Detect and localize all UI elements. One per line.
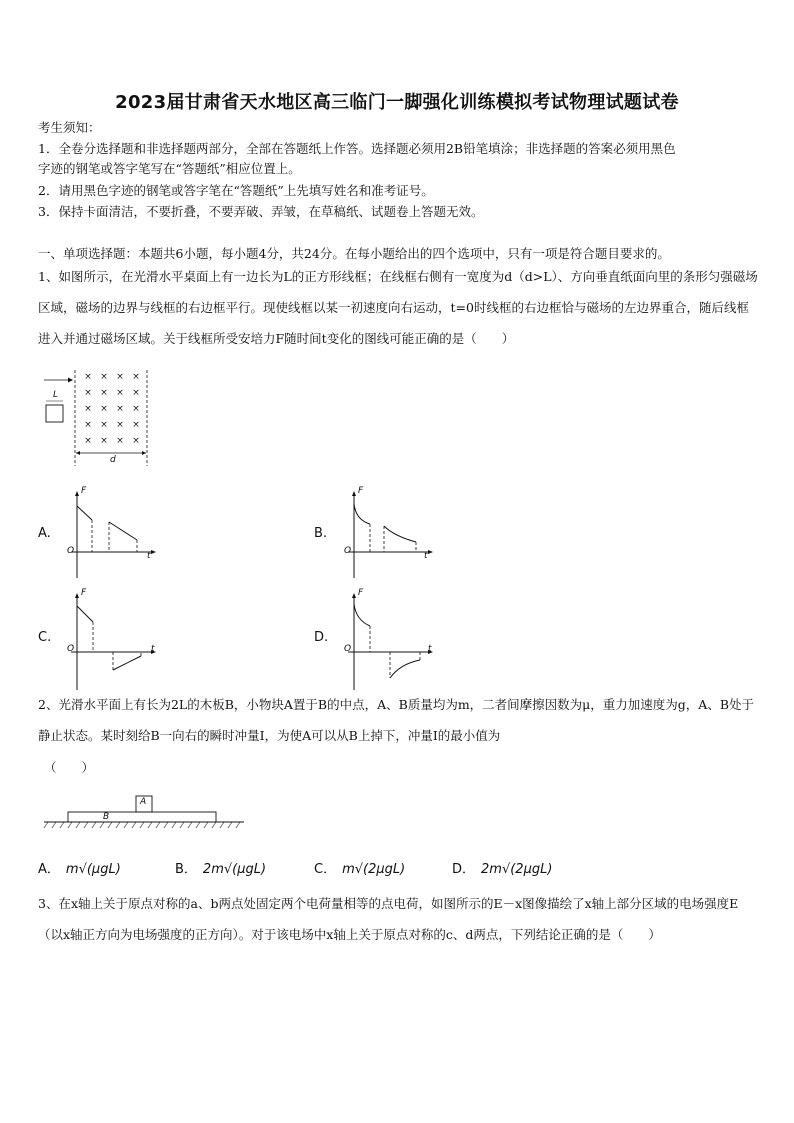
q1-c-axis-t: t (151, 644, 155, 654)
notice-item-3: 3．保持卡面清洁，不要折叠，不要弄破、弄皱，在草稿纸、试题卷上答题无效。 (38, 204, 484, 219)
q2-option-a-letter: A． (38, 862, 60, 877)
section-heading: 一、单项选择题：本题共6小题，每小题4分，共24分。在每小题给出的四个选项中，只有一项是符合题目要求的。 (38, 246, 670, 261)
q1-option-c-label[interactable]: C. (38, 630, 52, 645)
q2-option-d[interactable] (452, 858, 552, 877)
q1-a-origin: O (67, 546, 75, 556)
q1-b-axis-f: F (358, 486, 364, 496)
svg-text:×: × (132, 372, 140, 382)
q1-option-d-label[interactable]: D. (314, 630, 329, 645)
svg-text:×: × (84, 420, 92, 430)
notice-item-2: 2．请用黑色字迹的钢笔或答字笔在“答题纸”上先填写姓名和准考证号。 (38, 183, 434, 198)
svg-text:×: × (84, 404, 92, 414)
q1-a-axis-f: F (81, 486, 87, 496)
svg-text:×: × (132, 436, 140, 446)
svg-text:×: × (100, 372, 108, 382)
q2-option-b-expr: 2m√(μgL) (202, 862, 267, 877)
q1-d-origin: O (344, 644, 352, 654)
q1-graph-b[interactable] (342, 490, 437, 580)
q1-c-axis-f: F (81, 588, 87, 598)
notice-item-1: 1．全卷分选择题和非选择题两部分，全部在答题纸上作答。选择题必须用2B铅笔填涂；非选择题的答案必须用黑色 (38, 141, 676, 156)
q2-option-c[interactable] (314, 858, 405, 877)
svg-text:×: × (116, 404, 124, 414)
question-2-text: 2、光滑水平面上有长为2L的木板B，小物块A置于B的中点，A、B质量均为m，二者间摩擦因数为μ，重力加速度为g，A、B处于静止状态。某时刻给B一向右的瞬时冲量I，为使A可以从B上掉下，冲量I的最小值为 (38, 697, 755, 743)
q1-graph-d[interactable] (342, 592, 437, 692)
q1-d-axis-t: t (428, 644, 432, 654)
svg-text:×: × (100, 404, 108, 414)
q1-b-origin: O (344, 546, 352, 556)
svg-text:×: × (84, 436, 92, 446)
q1-graph-a[interactable] (65, 490, 160, 580)
q1-label-L: L (53, 390, 59, 400)
q1-field-diagram (38, 368, 158, 473)
page-title: 2023届甘肃省天水地区高三临门一脚强化训练模拟考试物理试题试卷 (115, 92, 679, 113)
q1-a-axis-t: t (147, 551, 151, 561)
q1-graph-c[interactable] (65, 592, 160, 692)
svg-text:×: × (132, 420, 140, 430)
q2-option-a-expr: m√(μgL) (65, 862, 121, 877)
notice-item-1-cont: 字迹的钢笔或答字笔写在“答题纸”相应位置上。 (38, 161, 301, 176)
q1-option-b-label[interactable]: B. (314, 526, 328, 541)
notice-heading: 考生须知： (38, 120, 101, 135)
question-1-text: 1、如图所示，在光滑水平桌面上有一边长为L的正方形线框；在线框右侧有一宽度为d（d>L）、方向垂直纸面向里的条形匀强磁场区域，磁场的边界与线框的右边框平行。现使线框以某一初速度向右运动，t=0时线框的右边框恰与磁场的左边界重合，随后线框进入并通过磁场区域。关于线框所受安培力F随时间t变化的图线可能正确的是（ ） (38, 269, 758, 346)
q2-option-d-letter: D． (452, 862, 476, 877)
q1-option-a-label[interactable]: A. (38, 526, 51, 541)
question-2-blank: （ ） (44, 760, 95, 775)
q2-option-b-letter: B． (175, 862, 197, 877)
q2-option-d-expr: 2m√(2μgL) (481, 862, 553, 877)
q2-option-a[interactable] (38, 858, 121, 877)
svg-text:×: × (100, 436, 108, 446)
q2-option-c-letter: C． (314, 862, 337, 877)
svg-text:×: × (84, 388, 92, 398)
svg-text:×: × (116, 436, 124, 446)
q2-option-c-expr: m√(2μgL) (342, 862, 406, 877)
q1-b-axis-t: t (424, 551, 428, 561)
svg-text:×: × (84, 372, 92, 382)
question-3-text: 3、在x轴上关于原点对称的a、b两点处固定两个电荷量相等的点电荷，如图所示的E－x图像描绘了x轴上部分区域的电场强度E（以x轴正方向为电场强度的正方向）。对于该电场中x轴上关于原点对称的c、d两点，下列结论正确的是（ ） (38, 896, 739, 942)
q2-option-b[interactable] (175, 858, 266, 877)
svg-text:×: × (116, 372, 124, 382)
svg-text:×: × (100, 420, 108, 430)
q1-label-d: d (110, 455, 116, 465)
svg-text:×: × (116, 388, 124, 398)
svg-text:×: × (100, 388, 108, 398)
svg-text:×: × (116, 420, 124, 430)
q1-d-axis-f: F (358, 588, 364, 598)
q1-c-origin: O (67, 644, 75, 654)
q2-label-b: B (103, 812, 110, 822)
svg-text:×: × (132, 388, 140, 398)
svg-text:×: × (132, 404, 140, 414)
q2-label-a: A (140, 797, 147, 807)
